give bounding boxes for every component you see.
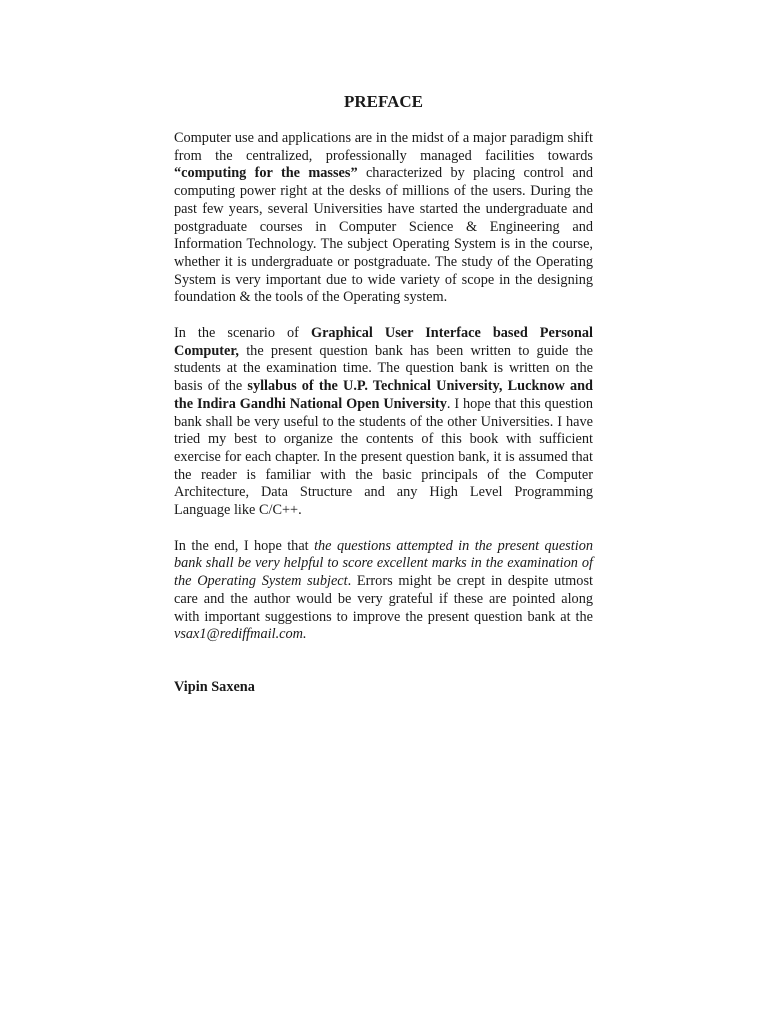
document-page xyxy=(174,90,593,696)
paragraph-2-text-b: the present question bank has been written to guide the students at the examination time. The question bank is written on the basis of the xyxy=(174,342,593,395)
paragraph-3-italic-a: the questions attempted in the present question bank shall be very helpful to score excellent marks in the examination of the Operating System subject xyxy=(174,537,593,590)
paragraph-2 xyxy=(174,325,593,520)
page-title: PREFACE xyxy=(343,92,423,111)
paragraph-1-text-b: characterized by placing control and computing power right at the desks of millions of the users. During the past few years, several Universities have started the undergraduate and postgraduate courses in Computer Science & Engineering and Information Technology. The subject Operating System is in the course, whether it is undergraduate or postgraduate. The study of the Operating System is very important due to wide variety of scope in the designing foundation & the tools of the Operating system. xyxy=(174,165,593,306)
paragraph-3-email: vsax1@rediffmail.com. xyxy=(174,626,307,643)
paragraph-3 xyxy=(174,538,593,644)
paragraph-3-text-b: . Errors might be crept in despite utmost care and the author would be very grateful if these are pointed along with important suggestions to improve the present question bank at the xyxy=(174,573,593,625)
paragraph-1-text-a: Computer use and applications are in the midst of a major paradigm shift from the centralized, professionally managed facilities towards xyxy=(174,130,593,164)
author-signature: Vipin Saxena xyxy=(174,678,255,695)
paragraph-1 xyxy=(174,130,593,307)
paragraph-2-text-a: In the scenario of xyxy=(174,325,311,342)
paragraph-1-bold-a: “computing for the masses” xyxy=(174,165,358,182)
paragraph-3-text-a: In the end, I hope that xyxy=(174,537,315,554)
paragraph-2-bold-a: Graphical User Interface based Personal Computer, xyxy=(174,325,593,359)
paragraph-2-bold-b: syllabus of the U.P. Technical University, Lucknow and the Indira Gandhi National Open University xyxy=(174,378,593,412)
paragraph-2-text-c: . I hope that this question bank shall be very useful to the students of the other Universities. I have tried my best to organize the contents of this book with sufficient exercise for each chapter. In the present question bank, it is assumed that the reader is familiar with the basic principals of the Computer Architecture, Data Structure and any High Level Programming Language like C/C++. xyxy=(174,395,593,519)
